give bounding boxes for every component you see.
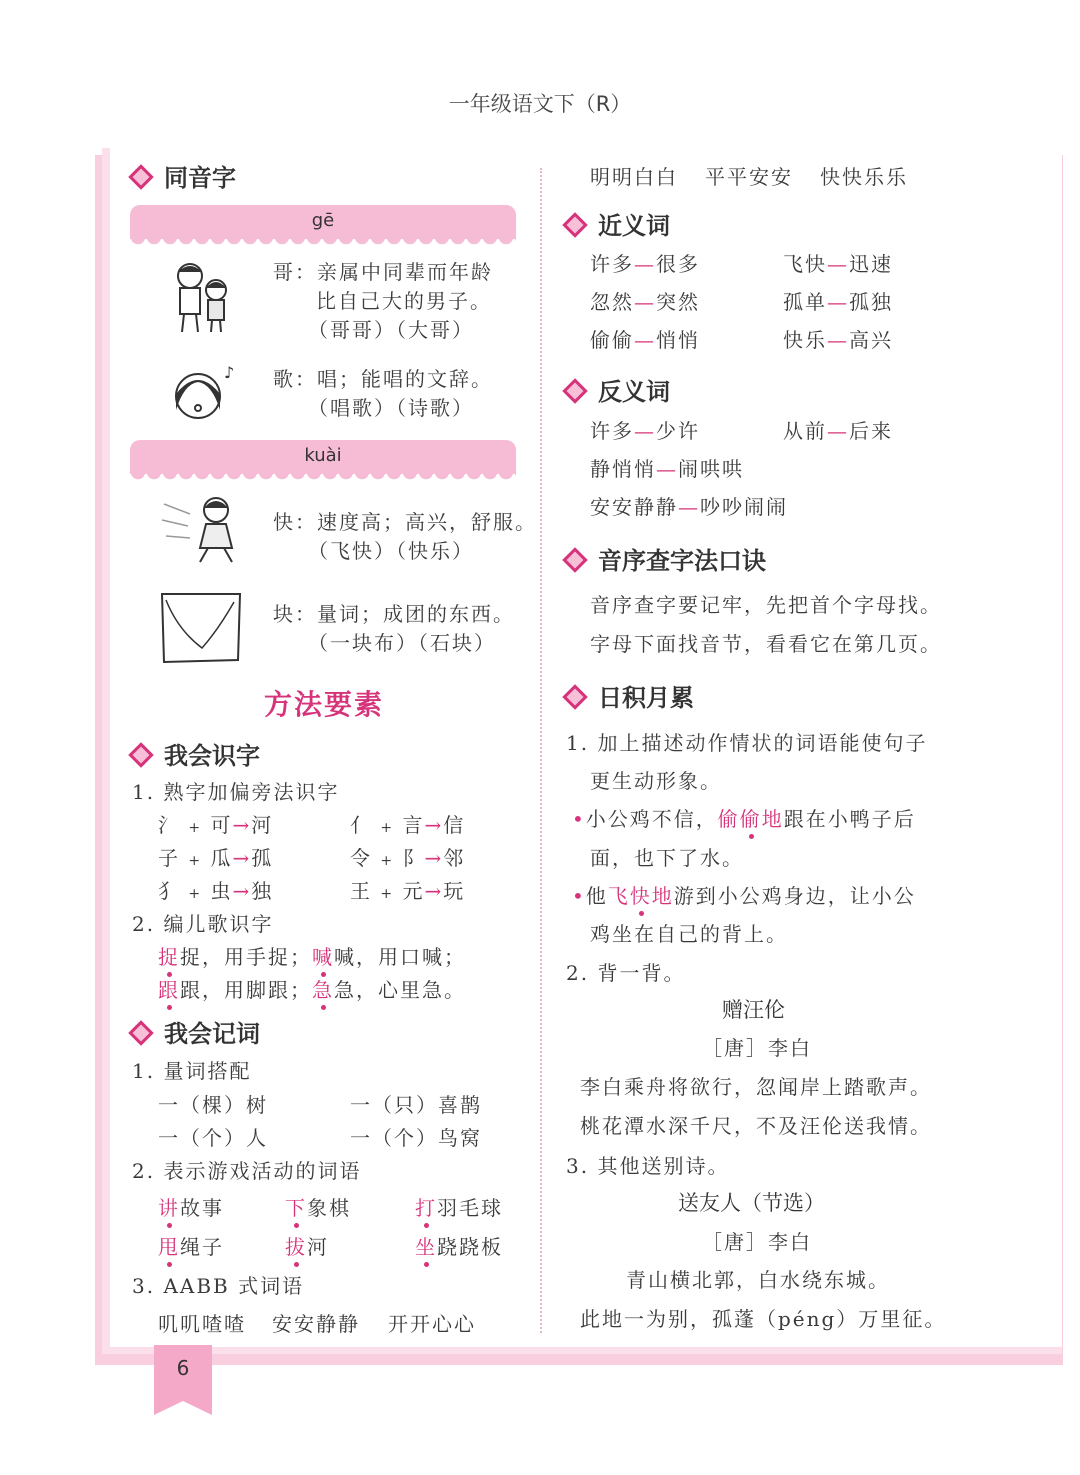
aabb-word: 明明白白 [590,165,678,189]
radical-row: 亻 + 言→信 [350,813,466,837]
diamond-icon [128,164,153,189]
daily-item2: 2. 背一背。 [566,961,686,985]
daily-item3: 3. 其他送别诗。 [566,1154,730,1178]
measure-word: 一（个）鸟窝 [350,1126,482,1150]
game-word: 打羽毛球 [415,1196,503,1220]
pinyin-label: kuài [304,445,342,466]
section-homophones: 同音字 [132,158,236,193]
example-sentence-1: •小公鸡不信，偷偷地跟在小鸭子后 [572,807,916,831]
section-daily: 日积月累 [566,678,694,713]
ge2-definition-examples: （唱歌）（诗歌） [308,396,474,420]
bullet-icon: • [572,807,586,831]
arrow-icon: → [232,813,252,837]
daily-item1-cont: 更生动形象。 [590,769,722,793]
poem2-title: 送友人（节选） [678,1191,825,1215]
synonym-pair: 孤单—孤独 [783,290,893,314]
kuai-definition-examples: （飞快）（快乐） [308,539,474,563]
poem1-title: 赠汪伦 [722,998,785,1022]
arrow-icon: → [424,879,444,903]
antonym-pair: 许多—少许 [590,419,700,443]
arrow-icon: → [424,813,444,837]
game-word: 下象棋 [285,1196,351,1220]
arrow-icon: → [424,846,444,870]
page-number: 6 [176,1356,190,1380]
diamond-icon [562,212,587,237]
aabb-word: 快快乐乐 [820,165,908,189]
kuai2-definition-examples: （一块布）（石块） [308,631,496,655]
words-item1: 1. 量词搭配 [132,1059,252,1083]
pinyin-bar-ge [130,205,516,239]
method-title: 方法要素 [264,688,385,721]
poem1-line: 李白乘舟将欲行，忽闻岸上踏歌声。 [580,1075,932,1099]
example-sentence-2-cont: 鸡坐在自己的背上。 [590,922,788,946]
words-item3: 3. AABB 式词语 [132,1274,305,1298]
singing-girl-icon [168,360,244,428]
game-word: 甩绳子 [158,1235,224,1259]
lookup-line: 字母下面找音节，看看它在第几页。 [590,632,942,656]
section-words: 我会记词 [132,1014,260,1049]
siblings-illustration-icon [168,258,238,334]
cloth-piece-icon [158,590,244,664]
measure-word: 一（棵）树 [158,1093,268,1117]
aabb-word: 叽叽喳喳 [158,1312,246,1336]
section-synonyms: 近义词 [566,206,670,241]
diamond-icon [562,378,587,403]
radical-row: 令 + 阝→邻 [350,846,466,870]
kuai-definition-line1: 快：速度高；高兴，舒服。 [273,510,537,534]
radical-row: 氵 + 可→河 [158,813,274,837]
antonym-pair: 静悄悄—闹哄哄 [590,457,744,481]
synonym-pair: 许多—很多 [590,252,700,276]
diamond-icon [562,684,587,709]
pinyin-label: gē [311,210,335,231]
radical-row: 王 + 元→玩 [350,879,466,903]
arrow-icon: → [232,846,252,870]
bullet-icon: • [572,884,586,908]
example-sentence-2: •他飞快地游到小公鸡身边，让小公 [572,884,916,908]
radical-row: 子 + 瓜→孤 [158,846,274,870]
antonym-pair: 从前—后来 [783,419,893,443]
radical-row: 犭 + 虫→独 [158,879,274,903]
diamond-icon [128,1020,153,1045]
wave-edge [130,237,516,247]
synonym-pair: 快乐—高兴 [783,328,893,352]
game-word: 讲故事 [158,1196,224,1220]
rhyme-line2: 跟跟，用脚跟；急急，心里急。 [158,978,466,1002]
aabb-word: 平平安安 [705,165,793,189]
synonym-pair: 忽然—突然 [590,290,700,314]
measure-word: 一（只）喜鹊 [350,1093,482,1117]
game-word: 坐跷跷板 [415,1235,503,1259]
wave-edge [130,472,516,482]
poem1-line: 桃花潭水深千尺，不及汪伦送我情。 [580,1114,932,1138]
rhyme-line1: 捉捉，用手捉；喊喊，用口喊； [158,945,466,969]
section-literacy: 我会识字 [132,736,260,771]
kuai2-definition-line1: 块：量词；成团的东西。 [273,602,515,626]
diamond-icon [562,547,587,572]
poem2-line: 此地一为别，孤蓬（péng）万里征。 [580,1307,947,1331]
poem2-line: 青山横北郭，白水绕东城。 [626,1268,890,1292]
pinyin-bar-kuai [130,440,516,474]
column-divider [540,168,542,1333]
game-word: 拔河 [285,1235,329,1259]
literacy-item1: 1. 熟字加偏旁法识字 [132,780,340,804]
literacy-item2: 2. 编儿歌识字 [132,912,274,936]
daily-item1: 1. 加上描述动作情状的词语能使句子 [566,731,928,755]
ge-definition-line1: 哥：亲属中同辈而年龄 [273,260,493,284]
measure-word: 一（个）人 [158,1126,268,1150]
svg-text:♪: ♪ [224,363,235,382]
section-lookup: 音序查字法口诀 [566,541,766,576]
poem2-author: ［唐］李白 [702,1230,812,1254]
arrow-icon: → [232,879,252,903]
running-girl-icon [160,490,246,566]
synonym-pair: 飞快—迅速 [783,252,893,276]
aabb-word: 开开心心 [388,1312,476,1336]
words-item2: 2. 表示游戏活动的词语 [132,1159,362,1183]
example-sentence-1-cont: 面，也下了水。 [590,846,744,870]
section-antonyms: 反义词 [566,372,670,407]
ge2-definition-line1: 歌：唱；能唱的文辞。 [273,367,493,391]
lookup-line: 音序查字要记牢，先把首个字母找。 [590,593,942,617]
ge-definition-line2: 比自己大的男子。 [316,289,492,313]
page-header: 一年级语文下（R） [448,92,632,116]
synonym-pair: 偷偷—悄悄 [590,328,700,352]
antonym-pair: 安安静静—吵吵闹闹 [590,495,788,519]
poem1-author: ［唐］李白 [702,1036,812,1060]
aabb-word: 安安静静 [272,1312,360,1336]
ge-definition-examples: （哥哥）（大哥） [308,318,474,342]
diamond-icon [128,742,153,767]
